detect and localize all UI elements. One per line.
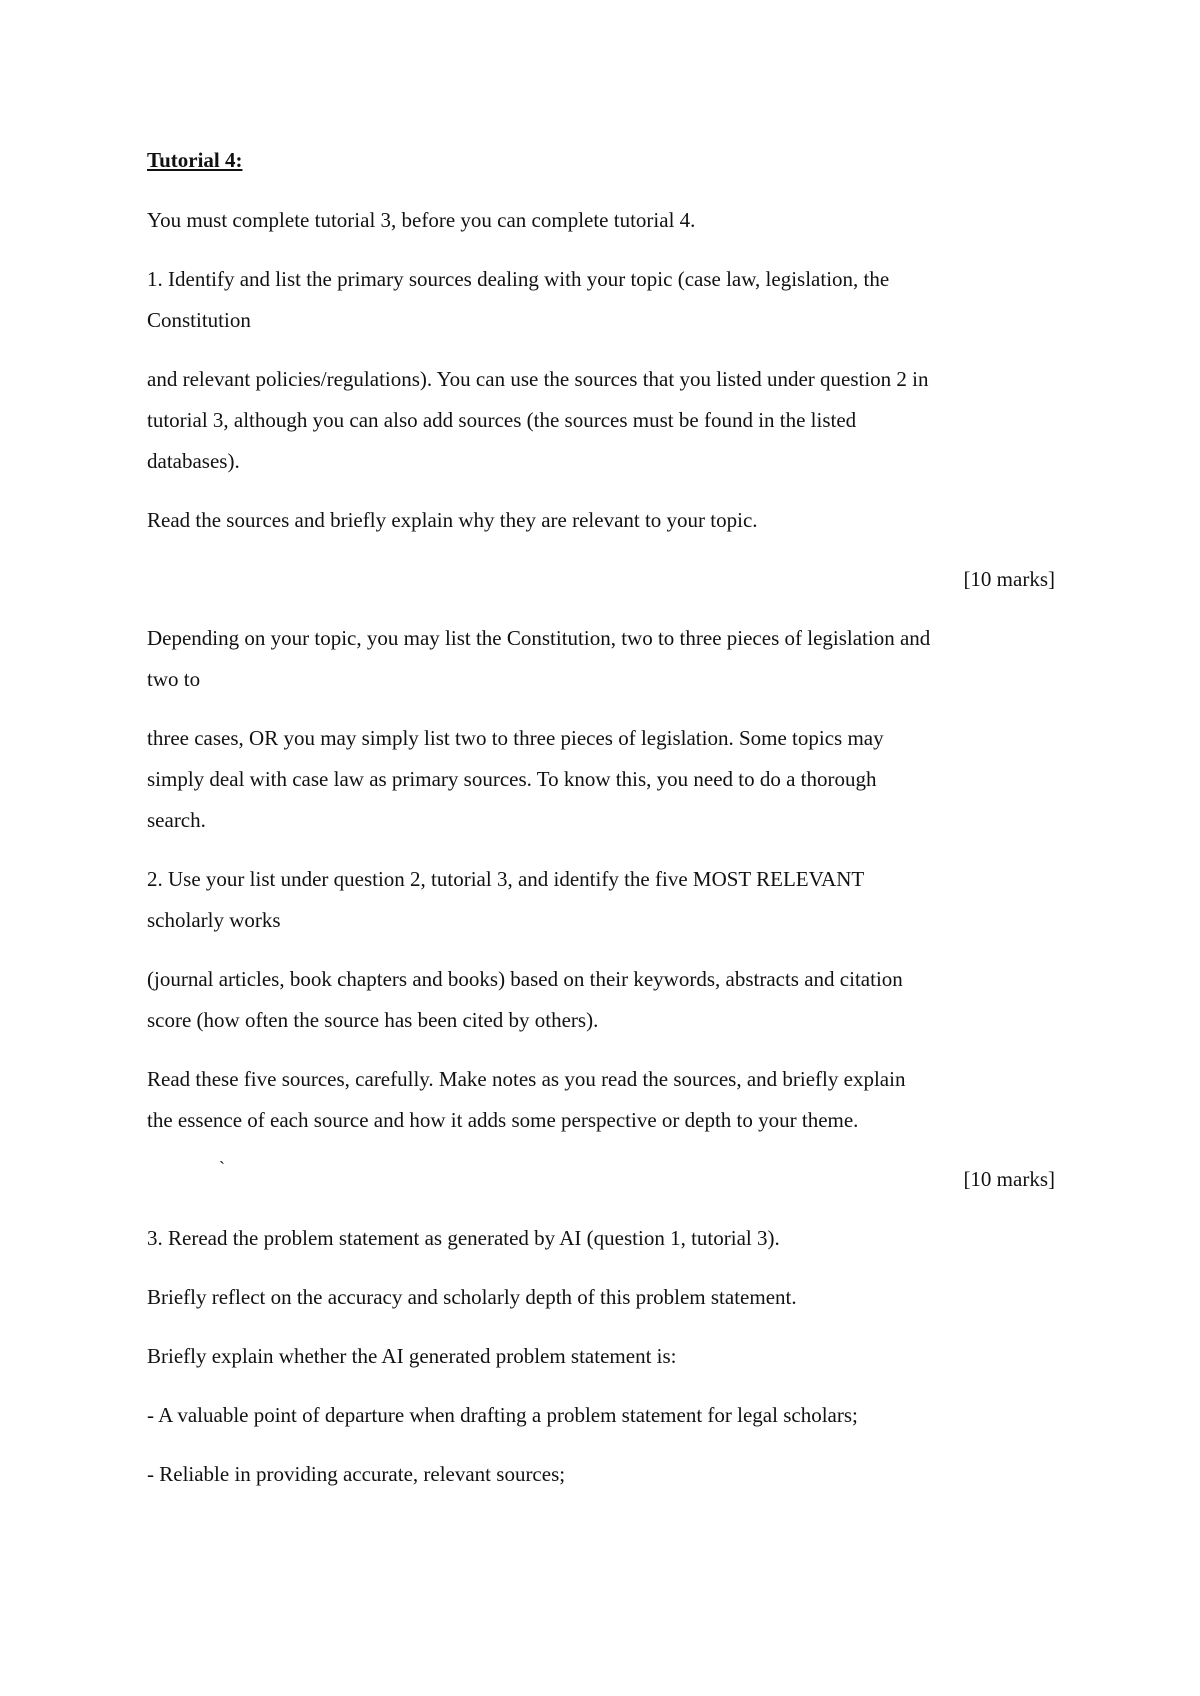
note-text-line: three cases, OR you may simply list two to three pieces of legislation. Some topics may [147, 726, 884, 750]
q2-text-line: (journal articles, book chapters and books) based on their keywords, abstracts and citation [147, 967, 903, 991]
q3-bullet-item: - Reliable in providing accurate, relevant sources; [147, 1462, 566, 1486]
q1-text-line: databases). [147, 449, 240, 473]
q3-text-line: Briefly reflect on the accuracy and scholarly depth of this problem statement. [147, 1285, 797, 1309]
q2-text-line: Read these five sources, carefully. Make notes as you read the sources, and briefly explain [147, 1067, 906, 1091]
q1-text-line: Read the sources and briefly explain why they are relevant to your topic. [147, 508, 758, 532]
q3-text-line: 3. Reread the problem statement as generated by AI (question 1, tutorial 3). [147, 1226, 780, 1250]
q1-text-line: Constitution [147, 308, 251, 332]
q3-text-line: Briefly explain whether the AI generated problem statement is: [147, 1344, 677, 1368]
page-title: Tutorial 4: [147, 148, 243, 172]
intro-text: You must complete tutorial 3, before you can complete tutorial 4. [147, 208, 696, 232]
stray-tick-mark: ` [219, 1158, 225, 1178]
q1-text-line: 1. Identify and list the primary sources dealing with your topic (case law, legislation, the [147, 267, 890, 291]
q1-text-line: tutorial 3, although you can also add sources (the sources must be found in the listed [147, 408, 857, 432]
note-text-line: two to [147, 667, 201, 691]
q1-marks: [10 marks] [963, 567, 1055, 591]
note-text-line: simply deal with case law as primary sources. To know this, you need to do a thorough [147, 767, 877, 791]
note-text-line: Depending on your topic, you may list the Constitution, two to three pieces of legislation and [147, 626, 931, 650]
q2-text-line: 2. Use your list under question 2, tutorial 3, and identify the five MOST RELEVANT [147, 867, 865, 891]
note-text-line: search. [147, 808, 206, 832]
q2-text-line: score (how often the source has been cited by others). [147, 1008, 599, 1032]
q1-text-line: and relevant policies/regulations). You can use the sources that you listed under question 2 in [147, 367, 929, 391]
q2-text-line: the essence of each source and how it adds some perspective or depth to your theme. [147, 1108, 859, 1132]
q2-marks: [10 marks] [963, 1167, 1055, 1191]
q2-text-line: scholarly works [147, 908, 281, 932]
q3-bullet-item: - A valuable point of departure when drafting a problem statement for legal scholars; [147, 1403, 858, 1427]
